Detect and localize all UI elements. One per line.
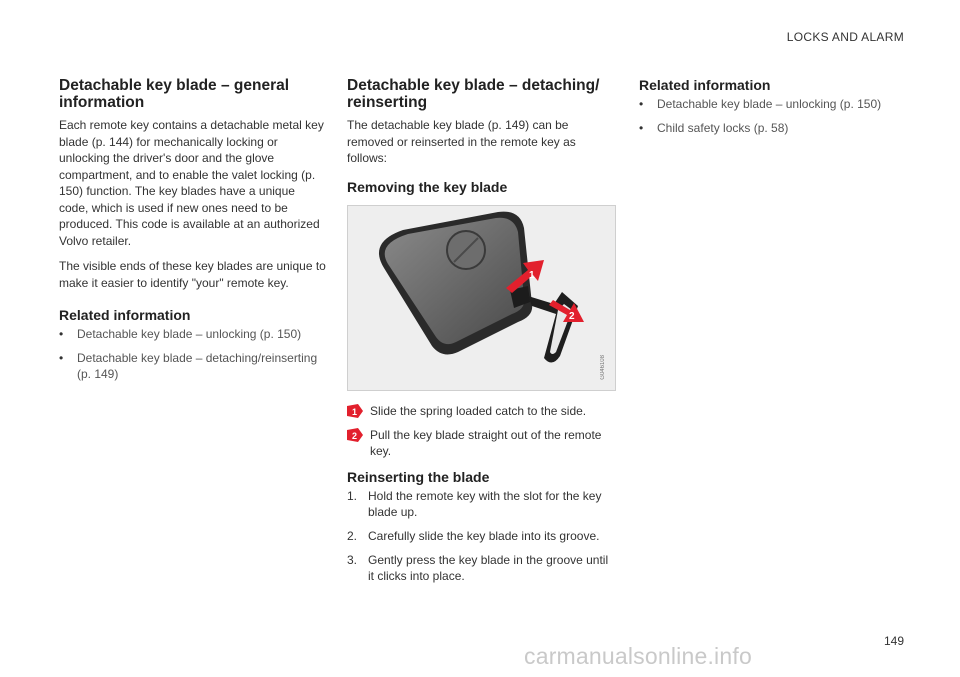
related-link[interactable]: • Detachable key blade – unlocking (p. 150): [639, 97, 882, 111]
related-link[interactable]: • Detachable key blade – unlocking (p. 150): [59, 327, 302, 341]
callout-item: 2 Pull the key blade straight out of the remote key.: [347, 427, 615, 459]
subheading-removing: Removing the key blade: [347, 178, 508, 195]
bullet-icon: •: [639, 97, 644, 111]
callout-marker-2-icon: [347, 428, 363, 442]
key-blade-illustration: [347, 205, 616, 391]
page-header: LOCKS AND ALARM: [786, 30, 904, 44]
step-item: 2. Carefully slide the key blade into its groove.: [347, 528, 600, 543]
bullet-icon: •: [639, 121, 644, 135]
related-links-list: [639, 96, 907, 136]
step-item: 3. Gently press the key blade in the groove until it clicks into place.: [347, 552, 609, 583]
paragraph: The visible ends of these key blades are unique to make it easier to identify "your" remote key.: [59, 259, 326, 290]
figure-label-1: 1: [529, 269, 535, 281]
bullet-icon: •: [59, 351, 64, 365]
related-info-heading: Related information: [59, 307, 191, 323]
svg-text:2: 2: [352, 430, 358, 441]
callout-item: 1 Slide the spring loaded catch to the side.: [347, 403, 615, 419]
remote-key-drawing: [348, 206, 615, 390]
watermark: carmanualsonline.info: [524, 643, 752, 669]
step-item: 1. Hold the remote key with the slot for the key blade up.: [347, 488, 602, 519]
figure-label-2: 2: [569, 310, 575, 322]
subheading-reinserting: Reinserting the blade: [347, 468, 490, 485]
related-info-heading: Related information: [639, 77, 771, 93]
related-link[interactable]: • Detachable key blade – detaching/reinserting (p. 149): [59, 351, 318, 381]
section-title: Detachable key blade – detaching/ reinserting: [347, 77, 600, 111]
reinsert-steps-list: [347, 488, 615, 584]
page-number: 149: [883, 634, 904, 648]
column-general-info: [59, 77, 327, 390]
column-detaching: [347, 77, 615, 592]
paragraph: Each remote key contains a detachable metal key blade (p. 144) for mechanically locking or unlocking the driver's door and the glove compartment, and to enable the valet locking (p. 150) function. The key blades have a unique code, which is used if new ones need to be produced. This code is available at an authorized Volvo retailer.: [59, 118, 324, 248]
callout-marker-1-icon: [347, 404, 363, 418]
svg-text:1: 1: [352, 406, 358, 417]
column-related: [639, 77, 907, 144]
figure-code: G046108: [600, 354, 606, 380]
related-link[interactable]: • Child safety locks (p. 58): [639, 121, 789, 135]
paragraph: The detachable key blade (p. 149) can be removed or reinserted in the remote key as follows:: [347, 118, 576, 165]
related-links-list: [59, 326, 327, 382]
bullet-icon: •: [59, 327, 64, 341]
section-title: Detachable key blade – general information: [59, 77, 290, 111]
